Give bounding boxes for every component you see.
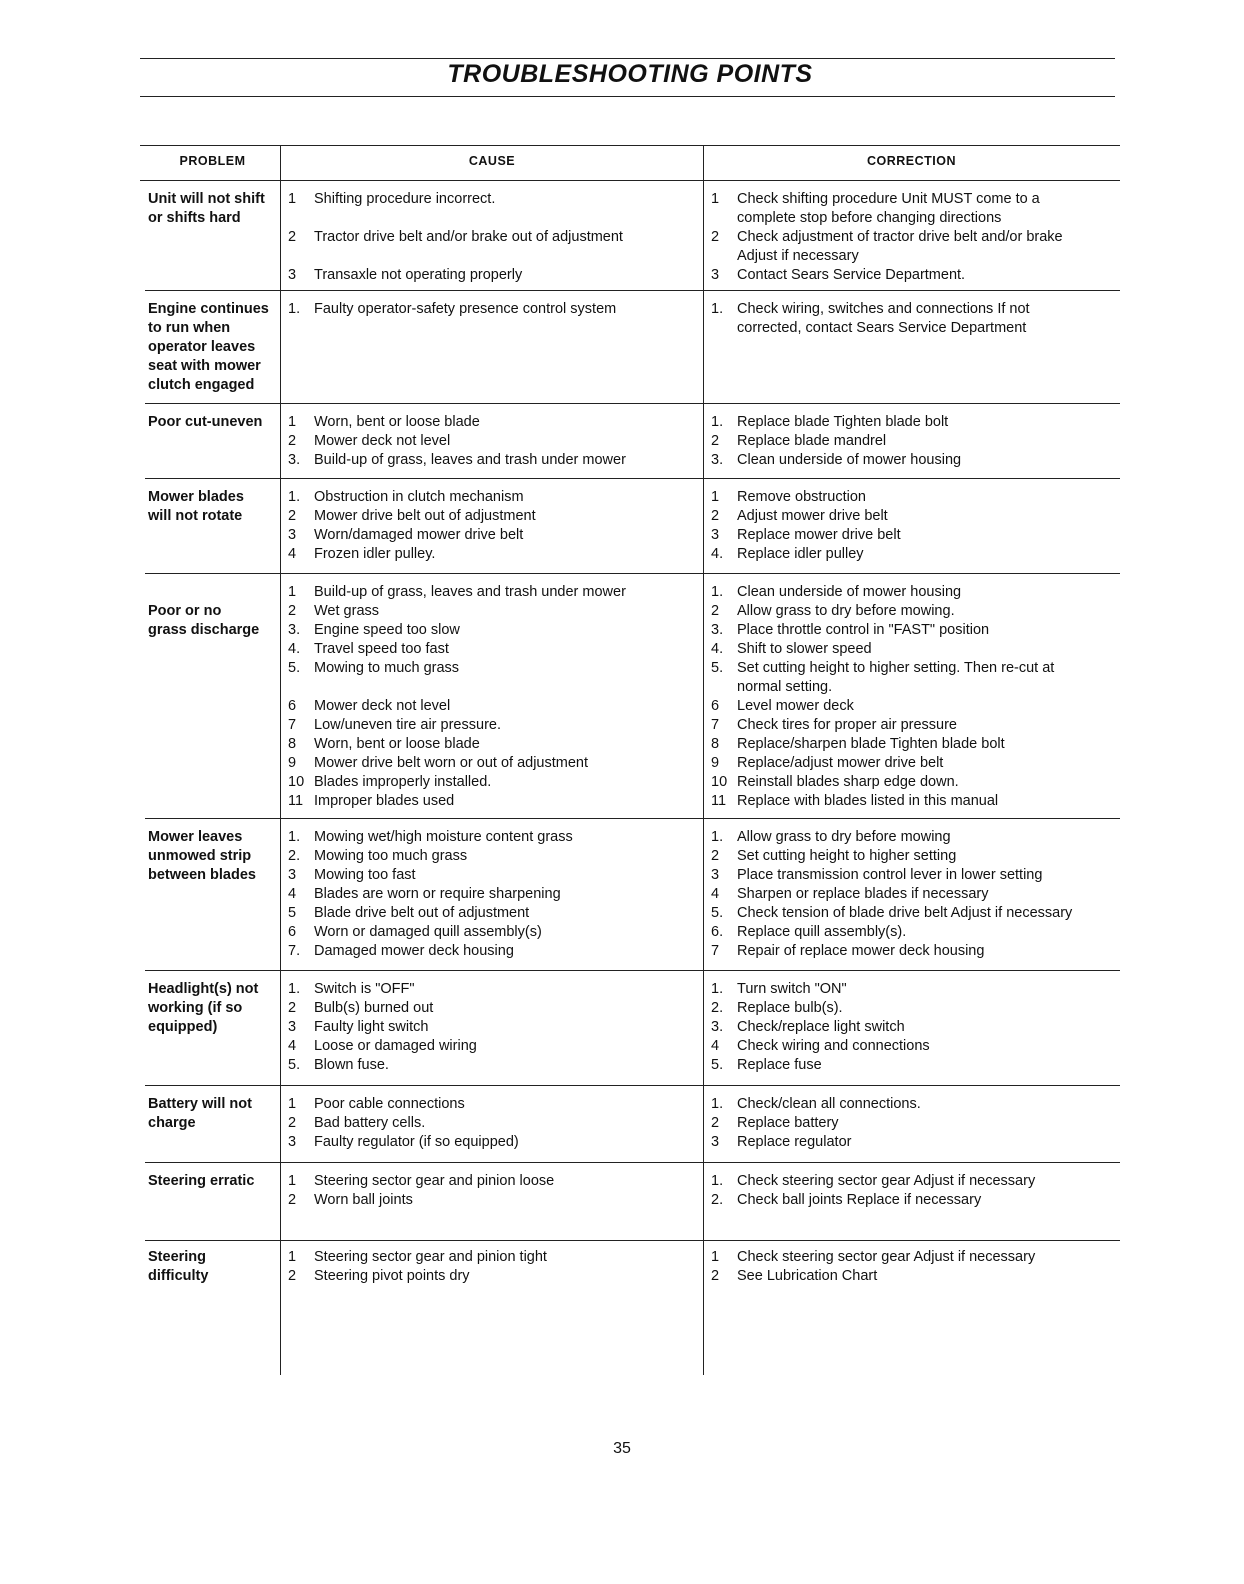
cause-item-text: Blades are worn or require sharpening [314,886,561,902]
cause-item-number: 11 [288,793,304,809]
cause-item-text: Worn, bent or loose blade [314,414,480,430]
cause-item-text: Worn ball joints [314,1192,413,1208]
correction-item-number: 10 [711,774,728,790]
correction-item-number: 2 [711,603,720,619]
cause-item-text: Improper blades used [314,793,455,809]
correction-item-text: Repair of replace mower deck housing [737,943,985,959]
correction-item-text: Shift to slower speed [737,641,872,657]
cause-item-text: Build-up of grass, leaves and trash under mower [314,584,626,600]
cause-item-number: 1 [288,1173,297,1189]
cause-item-text: Obstruction in clutch mechanism [314,489,524,505]
correction-item-number: 7 [711,717,720,733]
cause-item-text: Steering pivot points dry [314,1268,470,1284]
cause-item-number: 3 [288,527,297,543]
problem-label: Poor cut-uneven [148,414,263,430]
cause-item-text: Tractor drive belt and/or brake out of adjustment [314,229,623,245]
cause-item-text: Faulty operator-safety presence control system [314,301,617,317]
cause-item-text: Frozen idler pulley. [314,546,436,562]
cause-item-text: Mower deck not level [314,433,451,449]
correction-item-text: Check tires for proper air pressure [737,717,957,733]
correction-item-number: 1. [711,1096,724,1112]
column-divider-cause-correction [703,145,704,1375]
correction-item-text: Check tension of blade drive belt Adjust if necessary [737,905,1073,921]
correction-item-text: Replace/adjust mower drive belt [737,755,944,771]
correction-column-header: CORRECTION [866,154,957,168]
cause-item-number: 1 [288,584,297,600]
cause-item-text: Wet grass [314,603,380,619]
correction-item-number: 4. [711,546,724,562]
correction-item-number: 3. [711,1019,724,1035]
correction-item-number: 3. [711,622,724,638]
correction-item-text: Replace blade Tighten blade bolt [737,414,949,430]
cause-item-text: Low/uneven tire air pressure. [314,717,501,733]
correction-item-text: Replace battery [737,1115,839,1131]
cause-item-number: 7 [288,717,297,733]
cause-item-number: 2 [288,1192,297,1208]
correction-item-number: 3 [711,1134,720,1150]
row-separator [145,1085,1120,1086]
cause-item-text: Mowing too fast [314,867,416,883]
cause-item-text: Poor cable connections [314,1096,465,1112]
correction-item-number: 11 [711,793,727,809]
cause-item-number: 1. [288,981,301,997]
correction-item-number: 2 [711,1268,720,1284]
cause-item-number: 5 [288,905,297,921]
correction-item-text: Reinstall blades sharp edge down. [737,774,959,790]
cause-item-number: 10 [288,774,305,790]
problem-label: Battery will not charge [148,1096,252,1131]
correction-item-number: 2 [711,433,720,449]
correction-item-number: 1. [711,1173,724,1189]
problem-label: Headlight(s) not working (if so equipped) [148,981,259,1035]
correction-item-text: Replace fuse [737,1057,822,1073]
correction-item-number: 3 [711,267,720,283]
column-divider-problem-cause [280,145,281,1375]
row-separator [145,403,1120,404]
correction-item-text: Check shifting procedure Unit MUST come to a complete stop before changing directions [737,191,1040,226]
correction-item-number: 2 [711,508,720,524]
correction-item-number: 9 [711,755,720,771]
correction-item-text: Contact Sears Service Department. [737,267,966,283]
correction-item-text: Set cutting height to higher setting [737,848,957,864]
row-separator [145,1162,1120,1163]
header-bottom-rule [140,180,1120,181]
correction-item-number: 4. [711,641,724,657]
correction-item-number: 3. [711,452,724,468]
cause-item-text: Blades improperly installed. [314,774,492,790]
title-rule-bottom [140,96,1115,97]
cause-item-text: Mowing wet/high moisture content grass [314,829,573,845]
correction-item-number: 6. [711,924,724,940]
correction-item-number: 2. [711,1192,724,1208]
cause-item-number: 8 [288,736,297,752]
correction-item-text: Place transmission control lever in lower setting [737,867,1043,883]
cause-item-text: Engine speed too slow [314,622,460,638]
problem-label: Steering erratic [148,1173,255,1189]
correction-item-text: See Lubrication Chart [737,1268,878,1284]
correction-item-text: Clean underside of mower housing [737,584,962,600]
cause-item-number: 2 [288,1000,297,1016]
correction-item-number: 2. [711,1000,724,1016]
row-separator [145,290,1120,291]
correction-item-text: Replace mower drive belt [737,527,901,543]
cause-item-number: 1 [288,414,297,430]
cause-item-text: Mower deck not level [314,698,451,714]
cause-item-text: Faulty regulator (if so equipped) [314,1134,519,1150]
cause-item-number: 5. [288,660,301,676]
correction-item-number: 5. [711,905,724,921]
correction-item-text: Level mower deck [737,698,854,714]
correction-item-number: 4 [711,1038,720,1054]
cause-item-number: 6 [288,924,297,940]
title-rule-top [140,58,1115,59]
page-number: 35 [613,1440,631,1457]
correction-item-text: Replace regulator [737,1134,852,1150]
correction-item-number: 4 [711,886,720,902]
correction-item-number: 1. [711,301,724,317]
cause-item-text: Bulb(s) burned out [314,1000,434,1016]
correction-item-text: Check steering sector gear Adjust if necessary [737,1173,1036,1189]
cause-item-number: 3. [288,622,301,638]
cause-item-text: Loose or damaged wiring [314,1038,477,1054]
cause-item-number: 3 [288,1134,297,1150]
cause-item-text: Transaxle not operating properly [314,267,523,283]
problem-label: Mower leaves unmowed strip between blades [148,829,256,883]
correction-item-text: Clean underside of mower housing [737,452,962,468]
correction-item-text: Replace idler pulley [737,546,864,562]
cause-item-text: Mowing to much grass [314,660,460,676]
problem-label: Mower blades will not rotate [148,489,244,524]
row-separator [145,1240,1120,1241]
correction-item-text: Check ball joints Replace if necessary [737,1192,982,1208]
cause-item-number: 1 [288,191,297,207]
cause-item-number: 4 [288,1038,297,1054]
cause-item-number: 4 [288,886,297,902]
cause-item-text: Shifting procedure incorrect. [314,191,496,207]
correction-item-text: Check wiring, switches and connections If not corrected, contact Sears Service Department [737,301,1030,336]
cause-item-number: 1. [288,301,301,317]
problem-label: Unit will not shift or shifts hard [148,191,265,226]
correction-item-text: Check/clean all connections. [737,1096,921,1112]
cause-item-number: 6 [288,698,297,714]
correction-item-number: 1 [711,489,720,505]
correction-item-text: Check/replace light switch [737,1019,905,1035]
correction-item-number: 2 [711,1115,720,1131]
correction-item-number: 3 [711,527,720,543]
cause-item-text: Mower drive belt worn or out of adjustment [314,755,589,771]
correction-item-text: Check wiring and connections [737,1038,930,1054]
cause-item-number: 2 [288,1268,297,1284]
problem-column-header: PROBLEM [179,154,246,168]
cause-item-number: 7. [288,943,301,959]
cause-item-number: 2 [288,508,297,524]
cause-item-number: 3 [288,867,297,883]
correction-item-text: Replace bulb(s). [737,1000,843,1016]
row-separator [145,818,1120,819]
correction-item-text: Place throttle control in "FAST" position [737,622,990,638]
cause-item-number: 2 [288,229,297,245]
correction-item-text: Check steering sector gear Adjust if necessary [737,1249,1036,1265]
cause-item-text: Build-up of grass, leaves and trash under mower [314,452,626,468]
problem-label: Engine continues to run when operator leaves seat with mower clutch engaged [148,301,269,393]
correction-item-text: Allow grass to dry before mowing [737,829,951,845]
cause-item-number: 1 [288,1096,297,1112]
cause-item-number: 3 [288,267,297,283]
correction-item-text: Set cutting height to higher setting. Then re-cut at normal setting. [737,660,1055,695]
cause-item-number: 1 [288,1249,297,1265]
correction-item-number: 1. [711,584,724,600]
cause-item-number: 5. [288,1057,301,1073]
cause-item-text: Steering sector gear and pinion loose [314,1173,555,1189]
cause-item-number: 2 [288,433,297,449]
correction-item-number: 2 [711,229,720,245]
cause-item-number: 2. [288,848,301,864]
cause-item-text: Mowing too much grass [314,848,468,864]
correction-item-text: Allow grass to dry before mowing. [737,603,955,619]
cause-item-text: Mower drive belt out of adjustment [314,508,536,524]
cause-item-text: Worn/damaged mower drive belt [314,527,524,543]
cause-item-text: Worn, bent or loose blade [314,736,480,752]
cause-item-text: Blown fuse. [314,1057,389,1073]
cause-column-header: CAUSE [468,154,516,168]
cause-item-text: Travel speed too fast [314,641,449,657]
cause-item-number: 4. [288,641,301,657]
correction-item-text: Sharpen or replace blades if necessary [737,886,989,902]
correction-item-number: 5. [711,1057,724,1073]
correction-item-text: Check adjustment of tractor drive belt and/or brake Adjust if necessary [737,229,1063,264]
table-top-rule [140,145,1120,146]
correction-item-number: 1. [711,981,724,997]
correction-item-number: 2 [711,848,720,864]
row-separator [145,478,1120,479]
cause-item-number: 1. [288,489,301,505]
cause-item-number: 2 [288,603,297,619]
correction-item-text: Replace blade mandrel [737,433,887,449]
correction-item-text: Replace/sharpen blade Tighten blade bolt [737,736,1005,752]
correction-item-text: Remove obstruction [737,489,866,505]
correction-item-number: 7 [711,943,720,959]
cause-item-number: 2 [288,1115,297,1131]
correction-item-number: 6 [711,698,720,714]
cause-item-text: Blade drive belt out of adjustment [314,905,530,921]
cause-item-text: Faulty light switch [314,1019,429,1035]
problem-label: Poor or no grass discharge [148,603,260,638]
cause-item-number: 3 [288,1019,297,1035]
correction-item-number: 5. [711,660,724,676]
page-title: TROUBLESHOOTING POINTS [447,60,813,88]
correction-item-text: Turn switch "ON" [737,981,847,997]
cause-item-text: Switch is "OFF" [314,981,415,997]
cause-item-number: 1. [288,829,301,845]
correction-item-number: 1 [711,1249,720,1265]
correction-item-number: 1 [711,191,720,207]
correction-item-text: Replace quill assembly(s). [737,924,907,940]
row-separator [145,970,1120,971]
correction-item-number: 1. [711,414,724,430]
problem-label: Steering difficulty [148,1249,209,1284]
cause-item-number: 3. [288,452,301,468]
correction-item-number: 1. [711,829,724,845]
cause-item-text: Bad battery cells. [314,1115,426,1131]
cause-item-number: 4 [288,546,297,562]
correction-item-text: Adjust mower drive belt [737,508,888,524]
cause-item-text: Worn or damaged quill assembly(s) [314,924,542,940]
correction-item-text: Replace with blades listed in this manual [737,793,999,809]
cause-item-number: 9 [288,755,297,771]
cause-item-text: Steering sector gear and pinion tight [314,1249,547,1265]
row-separator [145,573,1120,574]
correction-item-number: 3 [711,867,720,883]
cause-item-text: Damaged mower deck housing [314,943,514,959]
correction-item-number: 8 [711,736,720,752]
